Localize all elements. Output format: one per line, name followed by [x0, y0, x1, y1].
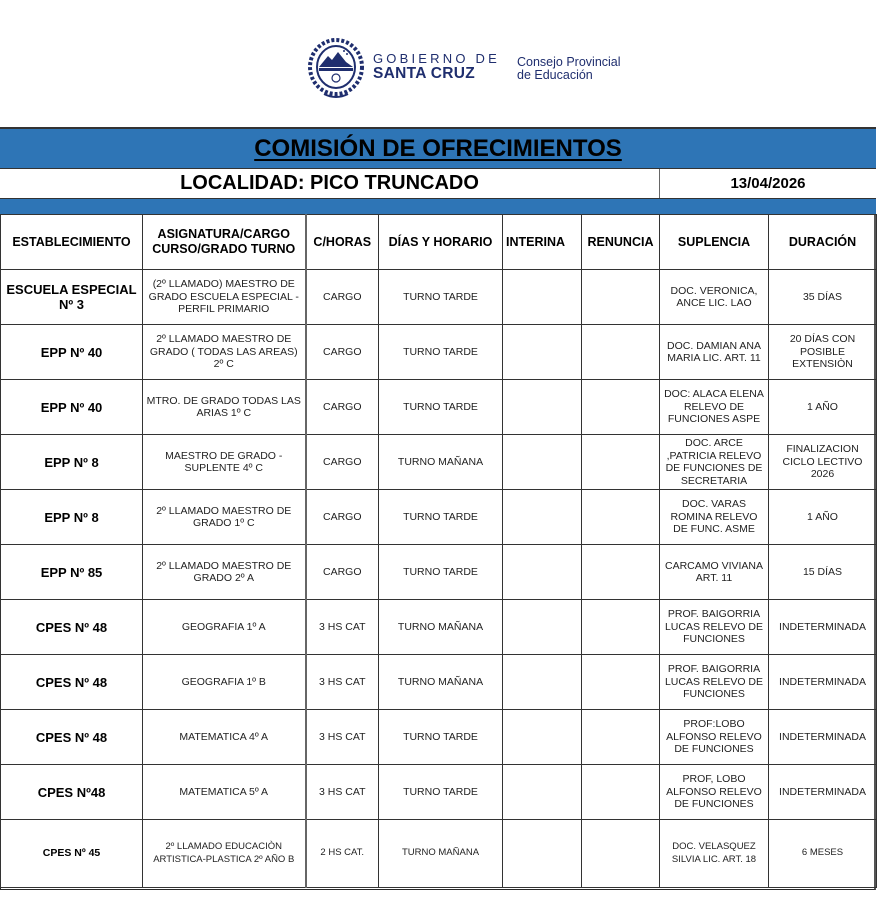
- cell-establecimiento: EPP Nº 40: [1, 325, 143, 380]
- cell-suplencia: PROF, LOBO ALFONSO RELEVO DE FUNCIONES: [660, 765, 769, 820]
- table-header-row: [1, 215, 877, 270]
- cell-establecimiento: CPES Nº 48: [1, 655, 143, 710]
- cell-horas: CARGO: [306, 380, 379, 435]
- table-row: [1, 380, 877, 435]
- cell-duracion: 6 MESES: [769, 820, 877, 888]
- cell-asignatura: MAESTRO DE GRADO -SUPLENTE 4º C: [143, 435, 306, 490]
- cell-horario: TURNO MAÑANA: [379, 435, 503, 490]
- cell-interina: [503, 600, 582, 655]
- cell-suplencia: PROF. BAIGORRIA LUCAS RELEVO DE FUNCIONES: [660, 655, 769, 710]
- column-header-interina: INTERINA: [503, 215, 582, 270]
- cell-horario: TURNO TARDE: [379, 710, 503, 765]
- cell-horas: CARGO: [306, 490, 379, 545]
- cell-interina: [503, 270, 582, 325]
- cell-interina: [503, 655, 582, 710]
- cell-suplencia: DOC. VELASQUEZ SILVIA LIC. ART. 18: [660, 820, 769, 888]
- table-row: [1, 545, 877, 600]
- cell-suplencia: DOC. DAMIAN ANA MARIA LIC. ART. 11: [660, 325, 769, 380]
- cell-renuncia: [582, 600, 660, 655]
- table-row: [1, 600, 877, 655]
- cell-interina: [503, 820, 582, 888]
- cell-interina: [503, 380, 582, 435]
- column-header-renuncia: RENUNCIA: [582, 215, 660, 270]
- cell-establecimiento: CPES Nº 45: [1, 820, 143, 888]
- cell-duracion: FINALIZACION CICLO LECTIVO 2026: [769, 435, 877, 490]
- cell-suplencia: CARCAMO VIVIANA ART. 11: [660, 545, 769, 600]
- cell-horario: TURNO MAÑANA: [379, 600, 503, 655]
- cell-duracion: 15 DÍAS: [769, 545, 877, 600]
- council-line-2: de Educación: [517, 68, 593, 82]
- offers-table: [0, 214, 877, 888]
- cell-horas: 2 HS CAT.: [306, 820, 379, 888]
- cell-establecimiento: EPP Nº 40: [1, 380, 143, 435]
- cell-asignatura: MATEMATICA 4º A: [143, 710, 306, 765]
- cell-establecimiento: CPES Nº48: [1, 765, 143, 820]
- government-name: [373, 52, 500, 82]
- cell-renuncia: [582, 325, 660, 380]
- cell-renuncia: [582, 710, 660, 765]
- cell-interina: [503, 490, 582, 545]
- cell-duracion: 1 AÑO: [769, 490, 877, 545]
- cell-renuncia: [582, 490, 660, 545]
- cell-horario: TURNO MAÑANA: [379, 820, 503, 888]
- cell-horas: CARGO: [306, 270, 379, 325]
- cell-suplencia: DOC. ARCE ,PATRICIA RELEVO DE FUNCIONES DE SECRETARIA: [660, 435, 769, 490]
- cell-establecimiento: EPP Nº 8: [1, 490, 143, 545]
- cell-horas: 3 HS CAT: [306, 655, 379, 710]
- cell-interina: [503, 710, 582, 765]
- cell-renuncia: [582, 765, 660, 820]
- table-row: [1, 655, 877, 710]
- table-row: [1, 270, 877, 325]
- cell-horario: TURNO MAÑANA: [379, 655, 503, 710]
- cell-establecimiento: EPP Nº 85: [1, 545, 143, 600]
- cell-horario: TURNO TARDE: [379, 270, 503, 325]
- locality-row: [0, 168, 876, 199]
- cell-asignatura: 2º LLAMADO EDUCACIÒN ARTISTICA-PLASTICA 2º AÑO B: [143, 820, 306, 888]
- cell-asignatura: GEOGRAFIA 1º A: [143, 600, 306, 655]
- cell-renuncia: [582, 380, 660, 435]
- cell-suplencia: DOC. VARAS ROMINA RELEVO DE FUNC. ASME: [660, 490, 769, 545]
- table-row: [1, 435, 877, 490]
- cell-suplencia: PROF:LOBO ALFONSO RELEVO DE FUNCIONES: [660, 710, 769, 765]
- cell-establecimiento: CPES Nº 48: [1, 600, 143, 655]
- cell-horas: CARGO: [306, 325, 379, 380]
- cell-asignatura: MATEMATICA 5º A: [143, 765, 306, 820]
- cell-interina: [503, 325, 582, 380]
- cell-renuncia: [582, 270, 660, 325]
- document-title: COMISIÓN DE OFRECIMIENTOS: [254, 134, 622, 162]
- letterhead: [0, 0, 876, 127]
- column-header-asignatura: ASIGNATURA/CARGO CURSO/GRADO TURNO: [143, 215, 306, 270]
- cell-asignatura: GEOGRAFIA 1º B: [143, 655, 306, 710]
- cell-interina: [503, 435, 582, 490]
- cell-suplencia: DOC. VERONICA, ANCE LIC. LAO: [660, 270, 769, 325]
- cell-interina: [503, 545, 582, 600]
- title-band: [0, 127, 876, 168]
- cell-horas: CARGO: [306, 435, 379, 490]
- cell-horas: 3 HS CAT: [306, 600, 379, 655]
- cell-asignatura: MTRO. DE GRADO TODAS LAS ARIAS 1º C: [143, 380, 306, 435]
- cell-duracion: INDETERMINADA: [769, 710, 877, 765]
- cell-horas: CARGO: [306, 545, 379, 600]
- cell-horario: TURNO TARDE: [379, 490, 503, 545]
- cell-asignatura: (2º LLAMADO) MAESTRO DE GRADO ESCUELA ESPECIAL - PERFIL PRIMARIO: [143, 270, 306, 325]
- cell-suplencia: PROF. BAIGORRIA LUCAS RELEVO DE FUNCIONES: [660, 600, 769, 655]
- column-header-establecimiento: ESTABLECIMIENTO: [1, 215, 143, 270]
- cell-duracion: INDETERMINADA: [769, 600, 877, 655]
- cell-asignatura: 2º LLAMADO MAESTRO DE GRADO ( TODAS LAS AREAS) 2º C: [143, 325, 306, 380]
- column-header-horario: DÍAS Y HORARIO: [379, 215, 503, 270]
- cell-duracion: INDETERMINADA: [769, 765, 877, 820]
- date-label: 13/04/2026: [659, 169, 876, 198]
- cell-duracion: 20 DÍAS CON POSIBLE EXTENSIÒN: [769, 325, 877, 380]
- table-row: [1, 490, 877, 545]
- cell-duracion: INDETERMINADA: [769, 655, 877, 710]
- council-line-1: Consejo Provincial: [517, 55, 621, 69]
- locality-label: LOCALIDAD: PICO TRUNCADO: [180, 172, 479, 194]
- cell-interina: [503, 765, 582, 820]
- separator-band: [0, 199, 876, 214]
- cell-suplencia: DOC: ALACA ELENA RELEVO DE FUNCIONES ASPE: [660, 380, 769, 435]
- cell-horas: 3 HS CAT: [306, 710, 379, 765]
- cell-establecimiento: EPP Nº 8: [1, 435, 143, 490]
- government-line-2: SANTA CRUZ: [373, 65, 476, 82]
- cell-renuncia: [582, 545, 660, 600]
- cell-horario: TURNO TARDE: [379, 765, 503, 820]
- cell-renuncia: [582, 655, 660, 710]
- provincial-coat-of-arms-icon: [306, 38, 366, 100]
- table-row: [1, 765, 877, 820]
- table-row: [1, 325, 877, 380]
- cell-horas: 3 HS CAT: [306, 765, 379, 820]
- column-header-suplencia: SUPLENCIA: [660, 215, 769, 270]
- cell-horario: TURNO TARDE: [379, 325, 503, 380]
- cell-asignatura: 2º LLAMADO MAESTRO DE GRADO 1º C: [143, 490, 306, 545]
- cell-duracion: 35 DÍAS: [769, 270, 877, 325]
- cell-horario: TURNO TARDE: [379, 380, 503, 435]
- cell-establecimiento: CPES Nº 48: [1, 710, 143, 765]
- table-row: [1, 820, 877, 888]
- table-row: [1, 710, 877, 765]
- column-header-horas: C/HORAS: [306, 215, 379, 270]
- cell-duracion: 1 AÑO: [769, 380, 877, 435]
- council-name: [517, 56, 621, 82]
- government-line-1: GOBIERNO DE: [373, 51, 500, 66]
- cell-establecimiento: ESCUELA ESPECIAL Nº 3: [1, 270, 143, 325]
- cell-asignatura: 2º LLAMADO MAESTRO DE GRADO 2º A: [143, 545, 306, 600]
- cell-renuncia: [582, 435, 660, 490]
- cell-renuncia: [582, 820, 660, 888]
- cell-horario: TURNO TARDE: [379, 545, 503, 600]
- column-header-duracion: DURACIÓN: [769, 215, 877, 270]
